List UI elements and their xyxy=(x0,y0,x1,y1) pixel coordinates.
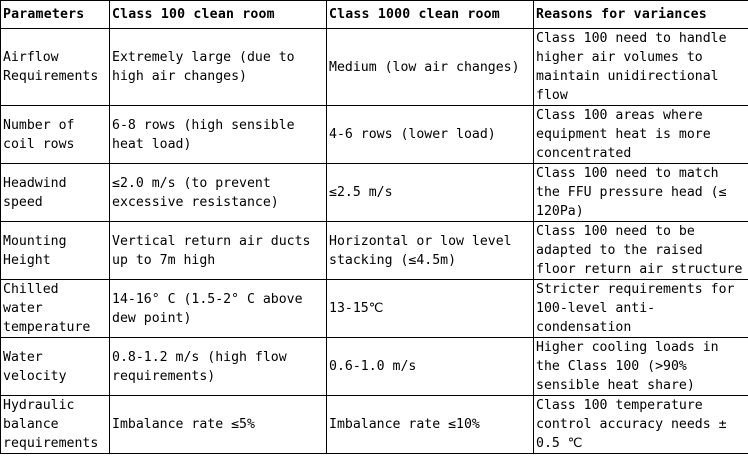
class-100-cell: 0.8-1.2 m/s (high flow requirements) xyxy=(110,338,327,396)
parameter-cell: Headwind speed xyxy=(1,164,110,222)
table-row xyxy=(1,396,748,454)
reason-cell: Class 100 areas where equipment heat is more concentrated xyxy=(534,106,748,164)
class-100-cell: Vertical return air ducts up to 7m high xyxy=(110,222,327,280)
class-100-cell: 14-16° C (1.5-2° C above dew point) xyxy=(110,280,327,338)
table-row xyxy=(1,29,748,106)
table-row xyxy=(1,222,748,280)
parameter-cell: Water velocity xyxy=(1,338,110,396)
class-1000-cell: Horizontal or low level stacking (≤4.5m) xyxy=(327,222,534,280)
reason-cell: Higher cooling loads in the Class 100 (>90% sensible heat share) xyxy=(534,338,748,396)
header-reasons: Reasons for variances xyxy=(534,1,748,29)
class-1000-cell: 4-6 rows (lower load) xyxy=(327,106,534,164)
reason-cell: Class 100 need to handle higher air volumes to maintain unidirectional flow xyxy=(534,29,748,106)
parameter-cell: Chilled water temperature xyxy=(1,280,110,338)
header-row xyxy=(1,1,748,29)
reason-cell: Class 100 need to match the FFU pressure head (≤ 120Pa) xyxy=(534,164,748,222)
class-100-cell: ≤2.0 m/s (to prevent excessive resistance) xyxy=(110,164,327,222)
reason-cell: Stricter requirements for 100-level anti-condensation xyxy=(534,280,748,338)
parameter-cell: Mounting Height xyxy=(1,222,110,280)
class-1000-cell: 13-15℃ xyxy=(327,280,534,338)
parameter-cell: Hydraulic balance requirements xyxy=(1,396,110,454)
header-parameters: Parameters xyxy=(1,1,110,29)
reason-cell: Class 100 temperature control accuracy needs ± 0.5 ℃ xyxy=(534,396,748,454)
parameter-cell: Number of coil rows xyxy=(1,106,110,164)
class-100-cell: Imbalance rate ≤5% xyxy=(110,396,327,454)
header-class-1000: Class 1000 clean room xyxy=(327,1,534,29)
class-1000-cell: ≤2.5 m/s xyxy=(327,164,534,222)
table-row xyxy=(1,164,748,222)
header-class-100: Class 100 clean room xyxy=(110,1,327,29)
class-1000-cell: 0.6-1.0 m/s xyxy=(327,338,534,396)
class-100-cell: 6-8 rows (high sensible heat load) xyxy=(110,106,327,164)
class-1000-cell: Medium (low air changes) xyxy=(327,29,534,106)
table-row xyxy=(1,106,748,164)
reason-cell: Class 100 need to be adapted to the raised floor return air structure xyxy=(534,222,748,280)
table-row xyxy=(1,338,748,396)
class-1000-cell: Imbalance rate ≤10% xyxy=(327,396,534,454)
parameter-cell: Airflow Requirements xyxy=(1,29,110,106)
table-row xyxy=(1,280,748,338)
class-100-cell: Extremely large (due to high air changes) xyxy=(110,29,327,106)
